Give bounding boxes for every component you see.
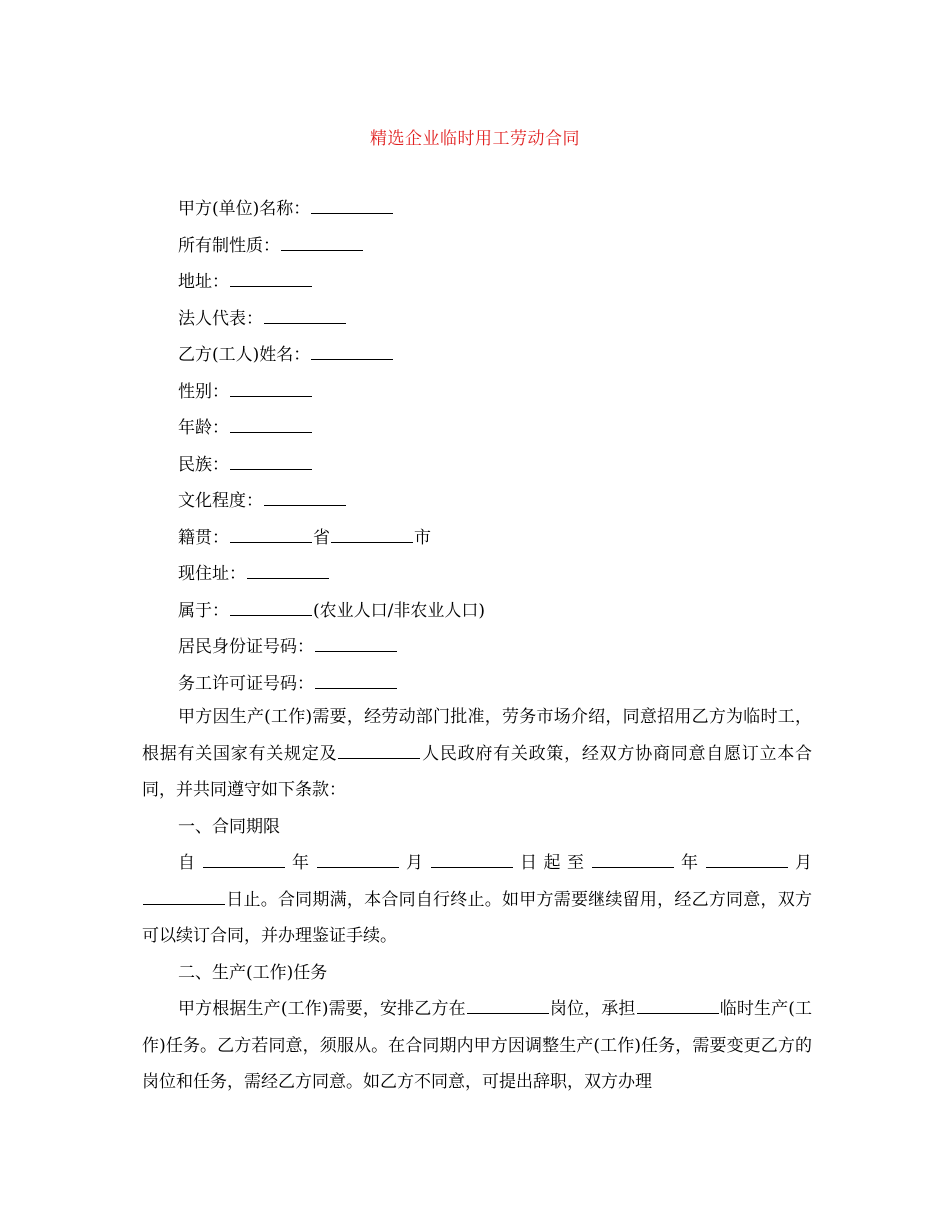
field-education — [178, 487, 485, 524]
field-native-place — [178, 524, 485, 561]
fill-blank[interactable] — [431, 849, 513, 868]
fill-blank[interactable] — [264, 487, 346, 506]
text: 甲方根据生产(工作)需要，安排乙方在 — [178, 999, 466, 1019]
fill-blank[interactable] — [230, 451, 312, 470]
fill-blank[interactable] — [230, 378, 312, 397]
contract-body — [142, 699, 812, 1101]
field-ownership — [178, 232, 485, 269]
fill-blank[interactable] — [315, 670, 397, 689]
text: 岗位，承担 — [549, 999, 636, 1019]
field-mid-text: 省 — [313, 527, 330, 548]
field-gender — [178, 378, 485, 415]
field-label: 法人代表： — [178, 308, 263, 329]
section-2-paragraph — [142, 991, 812, 1101]
fill-blank[interactable] — [317, 849, 399, 868]
fill-blank[interactable] — [203, 849, 285, 868]
fill-blank[interactable] — [637, 995, 719, 1014]
section-2-heading: 二、生产(工作)任务 — [178, 962, 328, 983]
field-label: 籍贯： — [178, 527, 229, 548]
intro-text-1: 甲方因生产(工作)需要，经劳动部门批准，劳务市场介绍，同意招用乙方为临时工，根据有关国家有关规定及 — [142, 707, 812, 764]
field-label: 属于： — [178, 600, 229, 621]
section-1-heading: 一、合同期限 — [178, 816, 280, 837]
party-info-fields — [178, 195, 485, 706]
text: 日止。合同期满，本合同自行终止。如甲方需要继续留用，经乙方同意，双方可以续订合同，并办理鉴证手续。 — [142, 889, 812, 946]
fill-blank[interactable] — [331, 524, 413, 543]
field-label: 现住址： — [178, 564, 246, 584]
field-current-address — [178, 560, 485, 597]
text: 月 — [788, 853, 812, 873]
fill-blank[interactable] — [281, 232, 363, 251]
field-label: 居民身份证号码： — [178, 637, 314, 657]
fill-blank[interactable] — [230, 524, 312, 543]
field-label: 民族： — [178, 454, 229, 475]
field-label: 性别： — [178, 381, 229, 402]
field-label: 所有制性质： — [178, 235, 280, 256]
fill-blank[interactable] — [311, 195, 393, 214]
text: 年 — [674, 853, 705, 873]
field-suffix: 市 — [414, 527, 431, 548]
text: 日起至 — [513, 853, 591, 873]
field-address — [178, 268, 485, 305]
fill-blank[interactable] — [230, 268, 312, 287]
field-household-type — [178, 597, 485, 634]
fill-blank[interactable] — [264, 305, 346, 324]
text: 自 — [178, 853, 202, 873]
fill-blank[interactable] — [230, 597, 312, 616]
field-label: 乙方(工人)姓名： — [178, 345, 311, 365]
field-label: 年龄： — [178, 418, 229, 438]
field-id-number — [178, 633, 485, 670]
field-label: 甲方(单位)名称： — [178, 199, 311, 219]
field-age — [178, 414, 485, 451]
text: 临时生产(工作)任务。乙方若同意，须服从。在合同期内甲方因调整生产(工作)任务，需要变更乙方的岗位和任务，需经乙方同意。如乙方不同意，可提出辞职，双方办理 — [142, 999, 813, 1092]
document-title: 精选企业临时用工劳动合同 — [370, 129, 580, 149]
fill-blank[interactable] — [338, 740, 420, 759]
field-label: 文化程度： — [178, 491, 263, 511]
field-party-a-name — [178, 195, 485, 232]
fill-blank[interactable] — [467, 995, 549, 1014]
field-suffix: (农业人口/非农业人口) — [313, 600, 485, 621]
intro-text-2: 人民政府有关政策，经双方协商同意自愿订立本合同，并共同遵守如下条款： — [142, 743, 813, 800]
field-legal-rep — [178, 305, 485, 342]
field-label: 务工许可证号码： — [178, 673, 314, 694]
section-1-paragraph — [142, 845, 812, 955]
fill-blank[interactable] — [706, 849, 788, 868]
field-label: 地址： — [178, 272, 229, 292]
field-party-b-name — [178, 341, 485, 378]
fill-blank[interactable] — [143, 886, 225, 905]
intro-paragraph — [142, 699, 812, 809]
fill-blank[interactable] — [315, 633, 397, 652]
fill-blank[interactable] — [247, 560, 329, 579]
fill-blank[interactable] — [230, 414, 312, 433]
fill-blank[interactable] — [311, 341, 393, 360]
text: 年 — [285, 853, 316, 873]
text: 月 — [399, 853, 430, 873]
field-ethnicity — [178, 451, 485, 488]
fill-blank[interactable] — [592, 849, 674, 868]
